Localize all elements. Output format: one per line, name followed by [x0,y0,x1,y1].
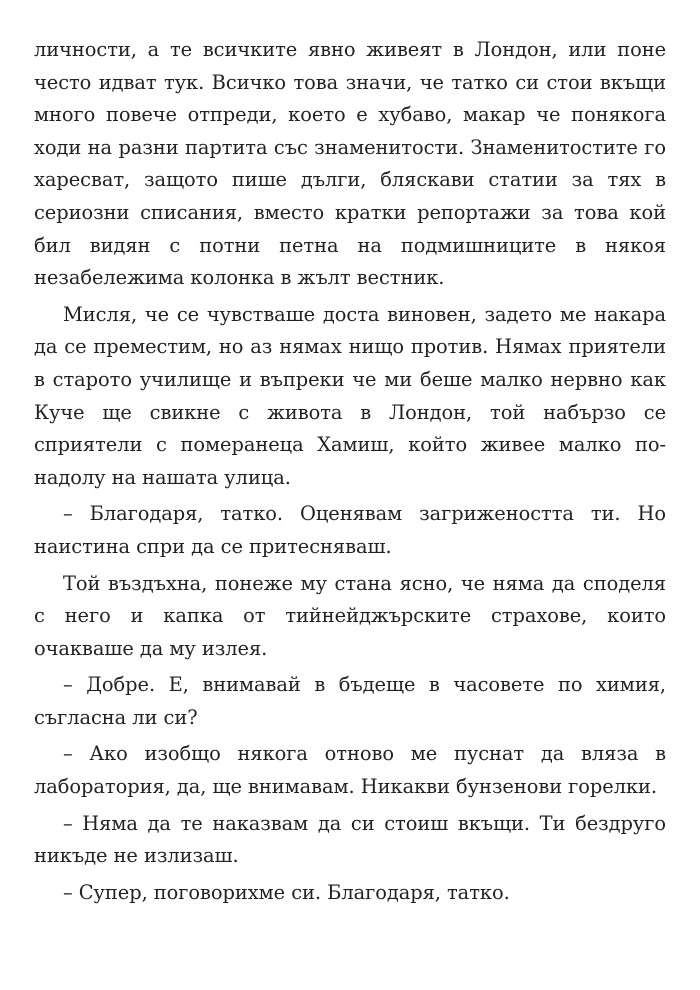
dialogue-line-2: – Добре. Е, внимавай в бъдеще в часовете по химия, съгласна ли си? [34,673,666,729]
dialogue-line-1: – Благодаря, татко. Оценявам загрижеността ти. Но наистина спри да се притесняваш. [34,502,666,558]
page-text [34,34,666,913]
dialogue-line-5: – Супер, поговорихме си. Благодаря, татко. [63,880,510,904]
dialogue-line-4: – Няма да те наказвам да си стоиш вкъщи. Ти бездруго никъде не излизаш. [34,811,666,868]
paragraph-3: Той въздъхна, понеже му стана ясно, че няма да споделя с него и капка от тийнейджърските страхове, които очакваше да му излея. [34,571,666,660]
dialogue-line-3: – Ако изобщо някога отново ме пуснат да вляза в лаборатория, да, ще внимавам. Никакви бунзенови горелки. [34,742,666,799]
paragraph-1: личности, а те всичките явно живеят в Лондон, или поне често идват тук. Всичко това значи, че татко си стои вкъщи много повече отпреди, което е хубаво, макар че понякога ходи на разни партита със знаменитости. Знаменитостите го харесват, защото пише дълги, бляскави статии за тях в сериозни списания, вместо кратки репортажи за това кой бил видян с потни петна на подмишниците в някоя незабележима колонка в жълт вестник. [34,38,666,290]
paragraph-2: Мисля, че се чувстваше доста виновен, задето ме накара да се преместим, но аз нямах нищо против. Нямах приятели в старото училище и въпреки че ми беше малко нервно как Куче ще свикне с живота в Лондон, той набързо се сприятели с померанеца Хамиш, който живее малко по-надолу на нашата улица. [34,302,666,489]
